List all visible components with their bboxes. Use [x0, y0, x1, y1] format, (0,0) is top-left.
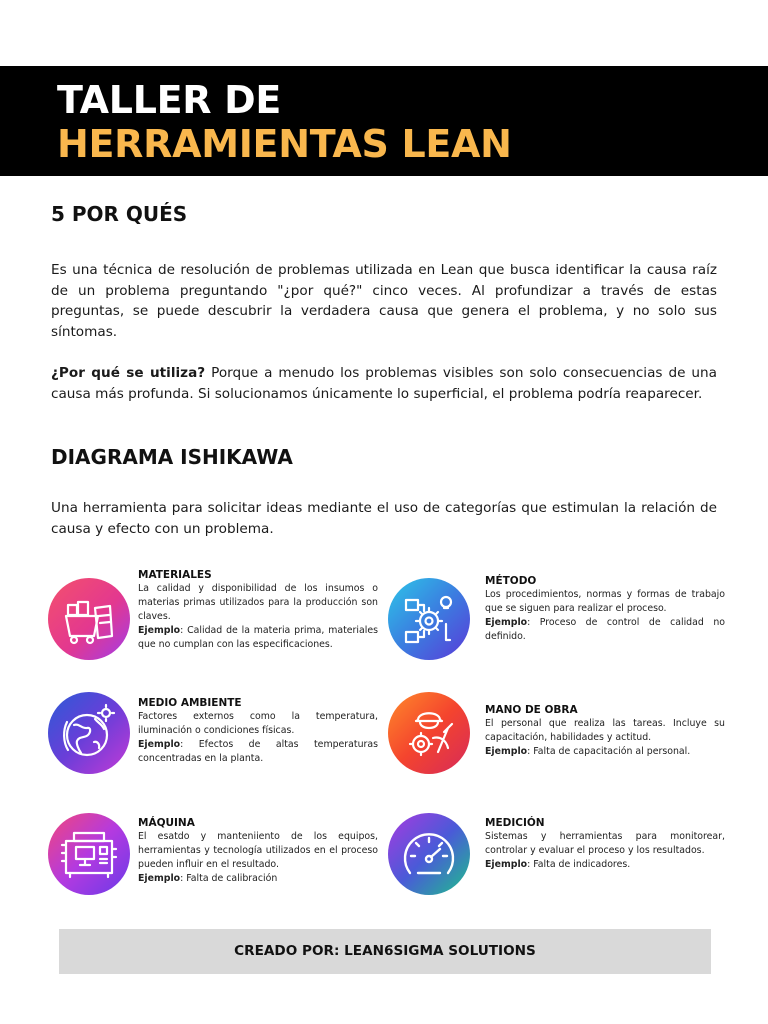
gauge-icon	[388, 813, 470, 895]
ishikawa-definition: Una herramienta para solicitar ideas mediante el uso de categorías que estimulan la relación de causa y efecto con un problema.	[51, 500, 717, 537]
category-title: MEDIO AMBIENTE	[138, 697, 242, 709]
category-medio-ambiente	[138, 696, 378, 766]
worker-icon	[388, 692, 470, 774]
example-label: Ejemplo	[138, 625, 181, 636]
category-title: MÉTODO	[485, 575, 537, 587]
five-whys-heading: 5 POR QUÉS	[51, 202, 188, 226]
category-metodo	[485, 574, 725, 644]
category-description: Factores externos como la temperatura, iluminación o condiciones físicas.	[138, 711, 378, 736]
materials-icon	[48, 578, 130, 660]
example-label: Ejemplo	[485, 746, 528, 757]
five-whys-purpose	[51, 363, 717, 404]
category-medicion	[485, 816, 725, 872]
category-example	[485, 616, 725, 644]
category-maquina	[138, 816, 378, 886]
category-title: MATERIALES	[138, 569, 212, 581]
category-description: Los procedimientos, normas y formas de trabajo que se siguen para realizar el proceso.	[485, 589, 725, 614]
example-label: Ejemplo	[138, 873, 181, 884]
example-text: : Efectos de altas temperaturas concentradas en la planta.	[138, 739, 378, 764]
category-example	[138, 872, 378, 886]
footer-credit: CREADO POR: LEAN6SIGMA SOLUTIONS	[234, 943, 536, 959]
category-mano-de-obra	[485, 703, 725, 759]
title-line-2: HERRAMIENTAS LEAN	[57, 122, 512, 166]
category-materiales	[138, 568, 378, 652]
category-example	[485, 858, 725, 872]
globe-icon	[48, 692, 130, 774]
method-icon	[388, 578, 470, 660]
category-description: Sistemas y herramientas para monitorear, controlar y evaluar el proceso y los resultados.	[485, 831, 725, 856]
example-label: Ejemplo	[485, 617, 528, 628]
category-title: MEDICIÓN	[485, 817, 545, 829]
category-title: MANO DE OBRA	[485, 704, 578, 716]
category-example	[485, 745, 725, 759]
example-text: : Calidad de la materia prima, materiales que no cumplan con las especificaciones.	[138, 625, 378, 650]
five-whys-definition: Es una técnica de resolución de problemas utilizada en Lean que busca identificar la causa raíz de un problema preguntando "¿por qué?" cinco veces. Al profundizar a través de estas preguntas, se puede descubrir la verdadera causa que genera el problema, y no solo sus síntomas.	[51, 262, 717, 340]
five-whys-purpose-label: ¿Por qué se utiliza?	[51, 365, 206, 381]
example-text: : Proceso de control de calidad no definido.	[485, 617, 725, 642]
example-text: : Falta de indicadores.	[527, 859, 631, 870]
category-description: El esatdo y manteniiento de los equipos, herramientas y tecnología utilizados en el proceso pueden influir en el resultado.	[138, 831, 378, 870]
example-text: : Falta de calibración	[180, 873, 278, 884]
category-example	[138, 738, 378, 766]
example-label: Ejemplo	[485, 859, 528, 870]
title-line-1: TALLER DE	[57, 78, 282, 122]
category-title: MÁQUINA	[138, 817, 195, 829]
machine-icon	[48, 813, 130, 895]
five-whys-purpose-text: Porque a menudo los problemas visibles son solo consecuencias de una causa más profunda. Si solucionamos únicamente lo superficial, el problema podría reaparecer.	[51, 365, 717, 402]
category-description: La calidad y disponibilidad de los insumos o materias primas utilizados para la producción son claves.	[138, 583, 378, 622]
example-text: : Falta de capacitación al personal.	[527, 746, 691, 757]
footer-banner	[59, 929, 711, 974]
category-description: El personal que realiza las tareas. Incluye su capacitación, habilidades y actitud.	[485, 718, 725, 743]
example-label: Ejemplo	[138, 739, 181, 750]
category-example	[138, 624, 378, 652]
ishikawa-heading: DIAGRAMA ISHIKAWA	[51, 445, 293, 469]
title-banner	[0, 66, 768, 176]
